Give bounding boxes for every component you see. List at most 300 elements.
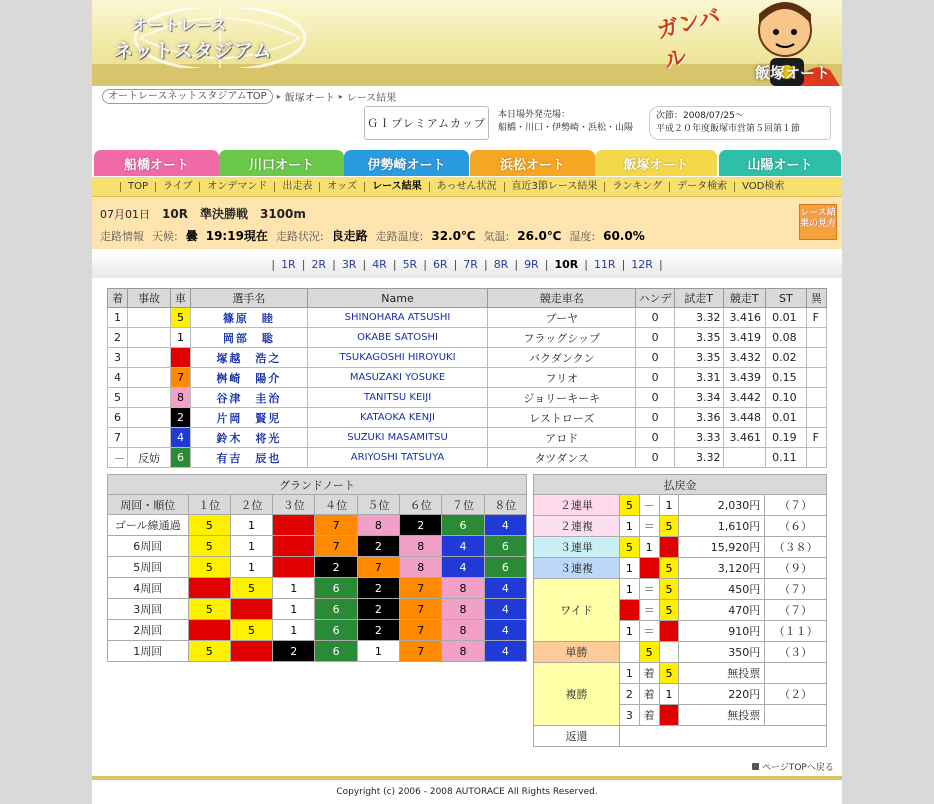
lap-position-car: 4 [484, 620, 526, 641]
race-nav-separator: | [621, 258, 626, 271]
lap-position-car: 1 [273, 599, 315, 620]
lap-position-car: 1 [230, 515, 272, 536]
track-temp-value: 32.0℃ [431, 228, 476, 243]
next-meet-date: 次節：2008/07/25～ [656, 111, 744, 121]
results-row [108, 408, 827, 428]
race-nav-separator: | [658, 258, 663, 271]
combo-car-2: 5 [659, 600, 679, 621]
start-timing: 0.11 [766, 448, 807, 468]
subnav-item-5[interactable]: オッズ [319, 182, 364, 192]
banner-track-name: 飯塚オート [754, 64, 830, 82]
rider-name[interactable]: 鈴木 将光 [191, 428, 308, 448]
lap-position-car: 2 [400, 515, 442, 536]
grand-note-col-header: ６位 [400, 495, 442, 515]
subnav-item-7[interactable]: あっせん状況 [429, 182, 504, 192]
lap-position-car: 4 [442, 557, 484, 578]
results-col-header: 競走T [723, 289, 766, 308]
machine-name: フリオ [488, 368, 636, 388]
air-temp-value: 26.0℃ [517, 228, 562, 243]
lap-position-car: 6 [442, 515, 484, 536]
combo-car-1: 1 [619, 621, 639, 642]
subnav-item-4[interactable]: 出走表 [274, 182, 319, 192]
results-col-header: 着 [108, 289, 128, 308]
lap-position-car: 4 [484, 599, 526, 620]
grand-note-title: グランドノート [108, 475, 527, 495]
trial-time: 3.32 [674, 448, 723, 468]
results-col-header: 事故 [128, 289, 171, 308]
race-number: 10R [162, 206, 188, 221]
weather-value: 曇 [185, 229, 198, 243]
trial-time: 3.32 [674, 308, 723, 328]
lap-position-car: 8 [357, 515, 399, 536]
lap-position-car: 7 [400, 620, 442, 641]
start-timing: 0.15 [766, 368, 807, 388]
results-col-header: 競走車名 [488, 289, 636, 308]
results-header-row [108, 289, 827, 308]
track-temp-label: 走路温度: [375, 229, 424, 243]
breadcrumb-current: レース結果 [346, 93, 397, 104]
weather-label: 天候: [152, 229, 178, 243]
race-distance: 3100m [259, 206, 306, 221]
race-link-9[interactable]: 9R [524, 258, 539, 271]
venue-label: 本日場外発売場： [498, 110, 571, 120]
results-row [108, 388, 827, 408]
popularity-rank: （７） [765, 579, 827, 600]
next-meet-name: 平成２０年度飯塚市営第５回第１節 [656, 124, 801, 134]
payout-row [534, 516, 827, 537]
rider-name[interactable]: 篠原 睦 [191, 308, 308, 328]
lap-label: 6周回 [108, 536, 189, 557]
lap-position-car: 2 [357, 599, 399, 620]
race-info-panel [92, 197, 842, 249]
trial-time: 3.34 [674, 388, 723, 408]
abnormal-flag [806, 388, 826, 408]
lap-label: 3周回 [108, 599, 189, 620]
lap-position-car: 6 [484, 557, 526, 578]
lap-position-car: 8 [442, 641, 484, 662]
lap-position-car: 1 [230, 536, 272, 557]
car-number: 6 [170, 448, 190, 468]
finish-position: 6 [108, 408, 128, 428]
combo-car-1: 5 [619, 495, 639, 516]
place-rank: 1 [619, 663, 639, 684]
race-link-12[interactable]: 12R [631, 258, 653, 271]
place-rank: 3 [619, 705, 639, 726]
breadcrumb-home-link[interactable]: オートレースネットスタジアムTOP [102, 89, 273, 104]
lap-position-car: 3 [273, 557, 315, 578]
grand-note-col-header: 周回・順位 [108, 495, 189, 515]
trial-time: 3.31 [674, 368, 723, 388]
start-timing: 0.08 [766, 328, 807, 348]
race-link-2[interactable]: 2R [311, 258, 327, 271]
bet-type: ２連複 [534, 516, 620, 537]
accident-code [128, 388, 171, 408]
machine-name: レストローズ [488, 408, 636, 428]
rider-name[interactable]: 塚越 浩之 [191, 348, 308, 368]
race-link-4[interactable]: 4R [372, 258, 387, 271]
lap-position-car: 6 [315, 599, 357, 620]
race-nav-separator: | [423, 258, 427, 271]
results-row [108, 348, 827, 368]
bet-type: ワイド [534, 579, 620, 642]
track-tab-6[interactable]: 山陽オート [719, 150, 841, 176]
lap-position-car: 4 [484, 641, 526, 662]
payout-amount: 無投票 [679, 663, 765, 684]
combo-car-2: 1 [639, 537, 659, 558]
payout-amount: 220円 [679, 684, 765, 705]
bet-type: ２連単 [534, 495, 620, 516]
accident-code [128, 428, 171, 448]
grand-note-col-header: ８位 [484, 495, 526, 515]
race-time: 3.448 [723, 408, 766, 428]
rider-name[interactable]: 岡部 聡 [191, 328, 308, 348]
bet-type: ３連複 [534, 558, 620, 579]
race-link-10: 10R [554, 258, 579, 271]
lap-position-car: 5 [188, 515, 230, 536]
popularity-rank: （７） [765, 600, 827, 621]
place-rank: 2 [619, 684, 639, 705]
grand-note-col-header: １位 [188, 495, 230, 515]
handicap: 0 [636, 448, 675, 468]
race-nav-separator: | [584, 258, 588, 271]
abnormal-flag [806, 448, 826, 468]
payout-amount: 350円 [679, 642, 765, 663]
machine-name: ブーヤ [488, 308, 636, 328]
lap-position-car: 3 [188, 578, 230, 599]
combo-car-1: 3 [619, 600, 639, 621]
footer [92, 776, 842, 804]
race-nav-separator: | [544, 258, 549, 271]
abnormal-flag: F [806, 308, 826, 328]
payout-row [534, 558, 827, 579]
lap-position-car: 5 [188, 557, 230, 578]
combo-car: 5 [659, 663, 679, 684]
lap-position-car: 2 [357, 620, 399, 641]
handicap: 0 [636, 428, 675, 448]
rider-name[interactable]: 谷津 圭治 [191, 388, 308, 408]
lap-position-car: 2 [315, 557, 357, 578]
race-date: 07月01日 [100, 207, 150, 221]
race-time: 3.419 [723, 328, 766, 348]
combo-operator: ＝ [639, 579, 659, 600]
lap-position-car: 6 [484, 536, 526, 557]
combo-car: 5 [639, 642, 659, 663]
results-row [108, 428, 827, 448]
combo-car-3: 3 [659, 537, 679, 558]
handicap: 0 [636, 348, 675, 368]
abnormal-flag [806, 408, 826, 428]
subnav-item-8[interactable]: 直近3節レース結果 [504, 182, 605, 192]
bet-type: 返還 [534, 726, 620, 747]
lap-position-car: 7 [315, 536, 357, 557]
track-tab-2[interactable]: 川口オート [219, 150, 344, 176]
race-link-3[interactable]: 3R [341, 258, 357, 271]
rider-name[interactable]: 有吉 辰也 [191, 448, 308, 468]
trial-time: 3.35 [674, 348, 723, 368]
finish-position: 2 [108, 328, 128, 348]
track-tab-3[interactable]: 伊勢崎オート [344, 150, 469, 176]
payout-row [534, 579, 827, 600]
track-info-label: 走路情報 [100, 229, 144, 243]
abnormal-flag [806, 348, 826, 368]
rider-name-english: KATAOKA KENJI [307, 408, 488, 428]
trial-time: 3.33 [674, 428, 723, 448]
grand-note-col-header: ２位 [230, 495, 272, 515]
payout-amount: 15,920円 [679, 537, 765, 558]
machine-name: バクダンクン [488, 348, 636, 368]
start-timing: 0.19 [766, 428, 807, 448]
results-row [108, 368, 827, 388]
rider-name-english: TANITSU KEIJI [307, 388, 488, 408]
lap-position-car: 1 [357, 641, 399, 662]
lap-position-car: 3 [273, 515, 315, 536]
lap-position-car: 1 [273, 578, 315, 599]
race-link-7[interactable]: 7R [463, 258, 478, 271]
site-banner [92, 0, 842, 86]
payout-table [533, 474, 827, 747]
next-meet-info [649, 106, 831, 140]
combo-car-1: 1 [619, 558, 639, 579]
race-header [100, 205, 306, 222]
subnav-item-10[interactable]: データ検索 [669, 182, 734, 192]
venue-list: 船橋・川口・伊勢崎・浜松・山陽 [498, 123, 634, 133]
grand-note-row [108, 620, 527, 641]
results-col-header: ST [766, 289, 807, 308]
car-number: 5 [170, 308, 190, 328]
page-top-label: ページTOPへ戻る [762, 763, 834, 773]
race-number-nav [92, 251, 842, 278]
breadcrumb [102, 89, 396, 104]
combo-car: 1 [659, 684, 679, 705]
lap-position-car: 3 [273, 536, 315, 557]
event-name-box [364, 106, 489, 140]
race-type: 準決勝戦 [199, 207, 248, 221]
humidity-value: 60.0% [603, 228, 645, 243]
popularity-rank: （２） [765, 684, 827, 705]
track-conditions [100, 227, 645, 244]
track-tab-1[interactable]: 船橋オート [94, 150, 219, 176]
car-number: 1 [170, 328, 190, 348]
handicap: 0 [636, 308, 675, 328]
finish-position: － [108, 448, 128, 468]
lap-position-car: 7 [357, 557, 399, 578]
car-number: 8 [170, 388, 190, 408]
lap-position-car: 2 [273, 641, 315, 662]
lap-position-car: 8 [400, 536, 442, 557]
accident-code [128, 328, 171, 348]
accident-code [128, 368, 171, 388]
machine-name: フラッグシップ [488, 328, 636, 348]
popularity-rank: （１１） [765, 621, 827, 642]
logo-line2[interactable]: ネットスタジアム [114, 40, 273, 62]
grand-note-row [108, 578, 527, 599]
track-condition-value: 良走路 [331, 229, 368, 243]
abnormal-flag [806, 328, 826, 348]
lap-label: 1周回 [108, 641, 189, 662]
abnormal-flag: F [806, 428, 826, 448]
bet-type: ３連単 [534, 537, 620, 558]
lap-label: ゴール線通過 [108, 515, 189, 536]
subnav-item-1[interactable]: TOP [120, 182, 155, 192]
rider-name-english: TSUKAGOSHI HIROYUKI [307, 348, 488, 368]
race-link-6[interactable]: 6R [432, 258, 448, 271]
track-tab-4[interactable]: 浜松オート [470, 150, 595, 176]
lap-position-car: 3 [188, 620, 230, 641]
combo-car-1: 1 [619, 579, 639, 600]
car-number: 3 [170, 348, 190, 368]
results-col-header: ハンデ [636, 289, 675, 308]
start-timing: 0.10 [766, 388, 807, 408]
page-top-link[interactable] [752, 760, 834, 773]
lap-position-car: 3 [230, 599, 272, 620]
race-time: 3.461 [723, 428, 766, 448]
lap-position-car: 1 [273, 620, 315, 641]
subnav-item-6[interactable]: レース結果 [364, 182, 429, 192]
lap-position-car: 7 [400, 641, 442, 662]
race-time [723, 448, 766, 468]
popularity-rank: （７） [765, 495, 827, 516]
lap-position-car: 8 [442, 620, 484, 641]
finish-position: 7 [108, 428, 128, 448]
combo-car-2: 3 [659, 621, 679, 642]
rider-name[interactable]: 片岡 賢児 [191, 408, 308, 428]
start-timing: 0.01 [766, 308, 807, 328]
mascot-slogan: ガンバル [654, 4, 724, 75]
air-temp-label: 気温: [483, 229, 510, 243]
lap-label: 2周回 [108, 620, 189, 641]
grand-note-row [108, 536, 527, 557]
car-number: 4 [170, 428, 190, 448]
rider-name[interactable]: 桝崎 陽介 [191, 368, 308, 388]
finish-position: 1 [108, 308, 128, 328]
rider-name-english: ARIYOSHI TATSUYA [307, 448, 488, 468]
payout-row [534, 495, 827, 516]
race-link-5[interactable]: 5R [402, 258, 418, 271]
results-col-header: Name [307, 289, 488, 308]
race-nav-separator: | [483, 258, 488, 271]
lap-position-car: 2 [357, 578, 399, 599]
popularity-rank [765, 705, 827, 726]
race-link-1[interactable]: 1R [281, 258, 296, 271]
payout-title: 払戻金 [534, 475, 827, 495]
lap-label: 5周回 [108, 557, 189, 578]
grand-note-row [108, 641, 527, 662]
payout-amount: 2,030円 [679, 495, 765, 516]
race-link-11[interactable]: 11R [593, 258, 616, 271]
subnav-item-2[interactable]: ライブ [155, 182, 199, 192]
combo-car-2: 1 [659, 495, 679, 516]
grand-note-col-header: ４位 [315, 495, 357, 515]
lap-position-car: 4 [484, 515, 526, 536]
race-nav-separator: | [453, 258, 458, 271]
subnav-item-11[interactable]: VOD検索 [734, 182, 791, 192]
rider-name-english: SHINOHARA ATSUSHI [307, 308, 488, 328]
results-row [108, 448, 827, 468]
lap-position-car: 4 [484, 578, 526, 599]
lap-position-car: 5 [188, 641, 230, 662]
race-time: 3.432 [723, 348, 766, 368]
lap-position-car: 2 [357, 536, 399, 557]
subnav-item-3[interactable]: オンデマンド [199, 182, 274, 192]
start-timing: 0.02 [766, 348, 807, 368]
track-tab-5[interactable]: 飯塚オート [595, 150, 717, 176]
rider-name-english: SUZUKI MASAMITSU [307, 428, 488, 448]
grand-note-header-row [108, 495, 527, 515]
bet-type: 単勝 [534, 642, 620, 663]
combo-car-2: 5 [659, 579, 679, 600]
combo-operator: ＝ [639, 621, 659, 642]
results-table [107, 288, 827, 468]
rider-name-english: OKABE SATOSHI [307, 328, 488, 348]
payout-amount: 910円 [679, 621, 765, 642]
result-guide-button[interactable]: レース結果の見方 [799, 204, 837, 240]
bet-type: 複勝 [534, 663, 620, 726]
track-tabs [92, 150, 842, 177]
grand-note-col-header: ５位 [357, 495, 399, 515]
race-time: 3.416 [723, 308, 766, 328]
combo-car-3: 5 [659, 558, 679, 579]
combo-empty [659, 642, 679, 663]
payout-amount: 無投票 [679, 705, 765, 726]
lap-position-car: 7 [400, 578, 442, 599]
humidity-label: 湿度: [569, 229, 596, 243]
popularity-rank: （３） [765, 642, 827, 663]
breadcrumb-track-link[interactable]: 飯塚オート [284, 93, 335, 104]
combo-operator: ＝ [639, 600, 659, 621]
race-nav-separator: | [362, 258, 367, 271]
grand-note-col-header: ７位 [442, 495, 484, 515]
page [92, 0, 842, 804]
lap-position-car: 4 [442, 536, 484, 557]
lap-position-car: 8 [442, 578, 484, 599]
page-top-icon [752, 763, 759, 770]
lap-label: 4周回 [108, 578, 189, 599]
lap-position-car: 8 [400, 557, 442, 578]
track-condition-label: 走路状況: [275, 229, 324, 243]
sub-navigation [92, 177, 842, 197]
copyright: Copyright (c) 2006 - 2008 AUTORACE All Rights Reserved. [336, 787, 598, 797]
lap-position-car: 5 [188, 599, 230, 620]
payout-row [534, 537, 827, 558]
trial-time: 3.35 [674, 328, 723, 348]
results-col-header: 選手名 [191, 289, 308, 308]
logo-line1[interactable]: オートレース [132, 16, 228, 34]
subnav-item-9[interactable]: ランキング [604, 182, 669, 192]
accident-code [128, 348, 171, 368]
rider-name-english: MASUZAKI YOSUKE [307, 368, 488, 388]
start-timing: 0.01 [766, 408, 807, 428]
trial-time: 3.36 [674, 408, 723, 428]
combo-car-1: 5 [619, 537, 639, 558]
lap-position-car: 7 [400, 599, 442, 620]
lap-position-car: 7 [315, 515, 357, 536]
lap-position-car: 5 [230, 620, 272, 641]
observation-time: 19:19現在 [205, 229, 268, 243]
race-link-8[interactable]: 8R [493, 258, 509, 271]
popularity-rank: （９） [765, 558, 827, 579]
accident-code [128, 408, 171, 428]
abnormal-flag [806, 368, 826, 388]
breadcrumb-arrow-icon: ▸ [276, 92, 281, 101]
accident-code [128, 308, 171, 328]
combo-car: 3 [659, 705, 679, 726]
popularity-rank: （３８） [765, 537, 827, 558]
lap-position-car: 5 [230, 578, 272, 599]
car-number: 2 [170, 408, 190, 428]
lap-position-car: 3 [230, 641, 272, 662]
lap-position-car: 6 [315, 641, 357, 662]
combo-car-2: 3 [639, 558, 659, 579]
